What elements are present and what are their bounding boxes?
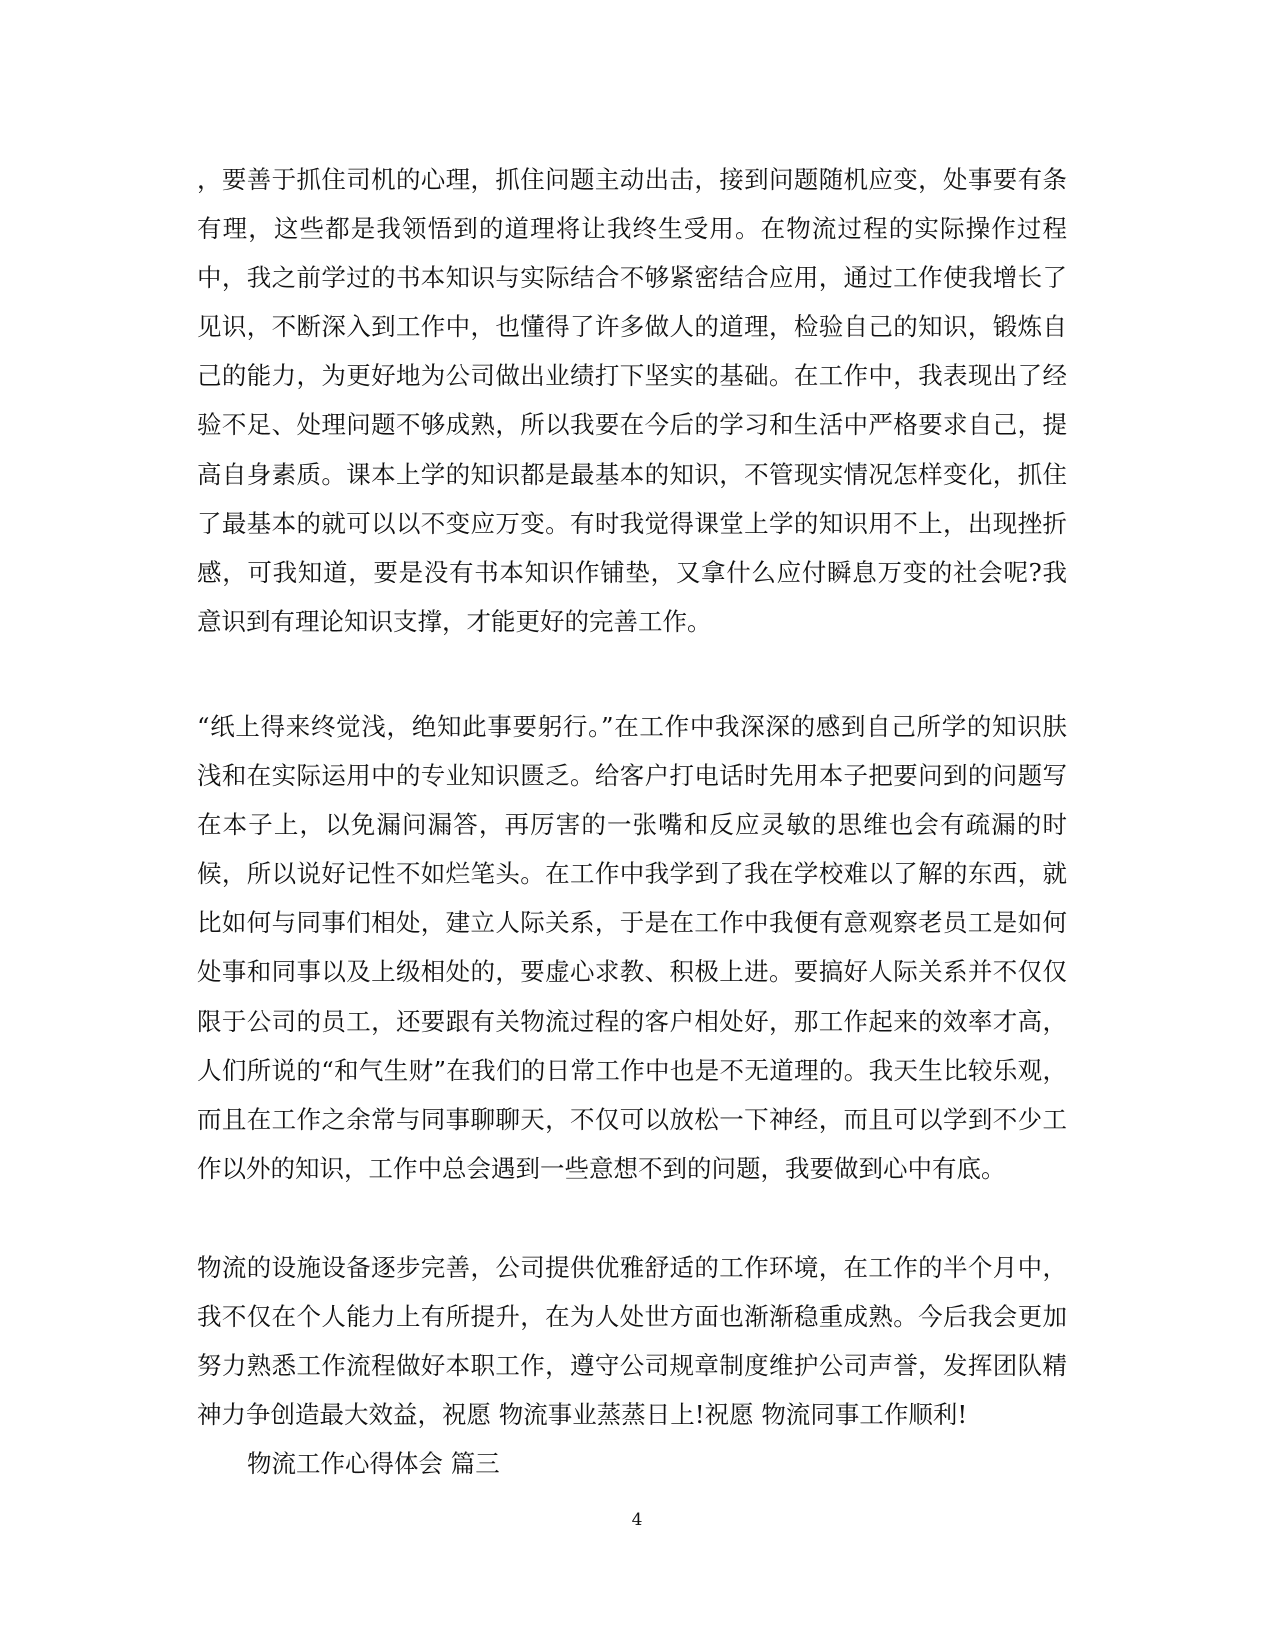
paragraph-2: “纸上得来终觉浅，绝知此事要躬行。”在工作中我深深的感到自己所学的知识肤浅和在实际运用中的专业知识匮乏。给客户打电话时先用本子把要问到的问题写在本子上，以免漏问漏答，再厉害的一张嘴和反应灵敏的思维也会有疏漏的时候，所以说好记性不如烂笔头。在工作中我学到了我在学校难以了解的东西，就比如何与同事们相处，建立人际关系，于是在工作中我便有意观察老员工是如何处事和同事以及上级相处的，要虚心求教、积极上进。要搞好人际关系并不仅仅限于公司的员工，还要跟有关物流过程的客户相处好，那工作起来的效率才高，人们所说的“和气生财”在我们的日常工作中也是不无道理的。我天生比较乐观，而且在工作之余常与同事聊聊天，不仅可以放松一下神经，而且可以学到不少工作以外的知识，工作中总会遇到一些意想不到的问题，我要做到心中有底。: [197, 711, 1067, 1183]
page-content: [197, 155, 1067, 1488]
section-heading: 物流工作心得体会 篇三: [247, 1449, 500, 1479]
paragraph-1: ，要善于抓住司机的心理，抓住问题主动出击，接到问题随机应变，处事要有条有理，这些都是我领悟到的道理将让我终生受用。在物流过程的实际操作过程中，我之前学过的书本知识与实际结合不够紧密结合应用，通过工作使我增长了见识，不断深入到工作中，也懂得了许多做人的道理，检验自己的知识，锻炼自己的能力，为更好地为公司做出业绩打下坚实的基础。在工作中，我表现出了经验不足、处理问题不够成熟，所以我要在今后的学习和生活中严格要求自己，提高自身素质。课本上学的知识都是最基本的知识，不管现实情况怎样变化，抓住了最基本的就可以以不变应万变。有时我觉得课堂上学的知识用不上，出现挫折感，可我知道，要是没有书本知识作铺垫，又拿什么应付瞬息万变的社会呢?我意识到有理论知识支撑，才能更好的完善工作。: [197, 165, 1067, 636]
page-number: 4: [631, 1510, 643, 1530]
paragraph-spacer: [197, 1193, 1067, 1243]
paragraph-3: 物流的设施设备逐步完善，公司提供优雅舒适的工作环境，在工作的半个月中，我不仅在个人能力上有所提升，在为人处世方面也渐渐稳重成熟。今后我会更加努力熟悉工作流程做好本职工作，遵守公司规章制度维护公司声誉，发挥团队精神力争创造最大效益，祝愿 物流事业蒸蒸日上!祝愿 物流同事工作顺利!: [197, 1252, 1067, 1430]
paragraph-spacer: [197, 646, 1067, 702]
